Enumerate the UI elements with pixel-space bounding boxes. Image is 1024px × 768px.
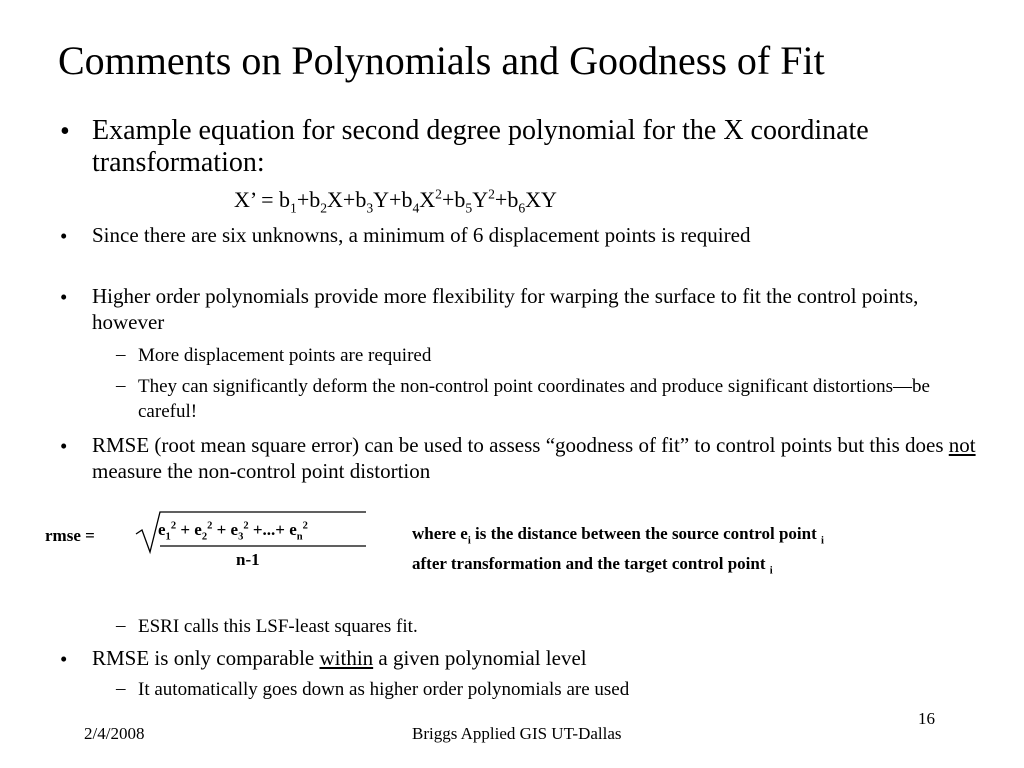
- rmse-note-line-1: where $e_i$ is the distance between the source control point $_i$: [412, 524, 824, 547]
- rmse-numerator: $e_1^2 + e_2^2 + e_3^2$ +...+ $e_n^2$: [158, 520, 308, 543]
- footer-center: Briggs Applied GIS UT-Dallas: [412, 724, 622, 743]
- bullet-5-sub-1: It automatically goes down as higher order polynomials are used: [138, 679, 630, 700]
- underlined-word: not: [948, 433, 976, 457]
- footer-date: 2/4/2008: [84, 724, 145, 743]
- sub-bullet-marker: –: [116, 344, 126, 365]
- bullet-3-sub-1: More displacement points are required: [138, 345, 432, 366]
- rmse-note-line-2: after transformation and the target control point $_i$: [412, 554, 773, 577]
- bullet-1-text: Example equation for second degree polynomial for the X coordinate transformation:: [92, 115, 869, 178]
- polynomial-equation: X’ = $b_1+b_2X+b_3Y+b_4X^2+b_5Y^2+b_6XY$: [234, 186, 557, 216]
- rmse-denominator: n-1: [236, 550, 260, 569]
- underlined-word: within: [319, 646, 374, 670]
- bullet-marker: •: [60, 647, 68, 671]
- bullet-3-text: Higher order polynomials provide more flexibility for warping the surface to fit the control points, however: [92, 284, 919, 334]
- bullet-marker: •: [60, 116, 70, 147]
- bullet-4-sub-1: ESRI calls this LSF-least squares fit.: [138, 616, 418, 637]
- sub-bullet-marker: –: [116, 615, 126, 636]
- sub-bullet-marker: –: [116, 375, 126, 396]
- bullet-2-text: Since there are six unknowns, a minimum of 6 displacement points is required: [92, 223, 751, 247]
- bullet-3-sub-2: They can significantly deform the non-control point coordinates and produce significant distortions—be careful!: [138, 376, 930, 422]
- bullet-marker: •: [60, 285, 68, 309]
- bullet-5-text: RMSE is only comparable within a given polynomial level: [92, 646, 587, 670]
- bullet-marker: •: [60, 224, 68, 248]
- sub-bullet-marker: –: [116, 678, 126, 699]
- page-number: 16: [918, 709, 935, 728]
- bullet-marker: •: [60, 434, 68, 458]
- slide-title: Comments on Polynomials and Goodness of Fit: [58, 38, 825, 83]
- rmse-label: rmse =: [45, 526, 95, 545]
- bullet-4-text: RMSE (root mean square error) can be used to assess “goodness of fit” to control points but this does not measure the non-control point distortion: [92, 433, 976, 483]
